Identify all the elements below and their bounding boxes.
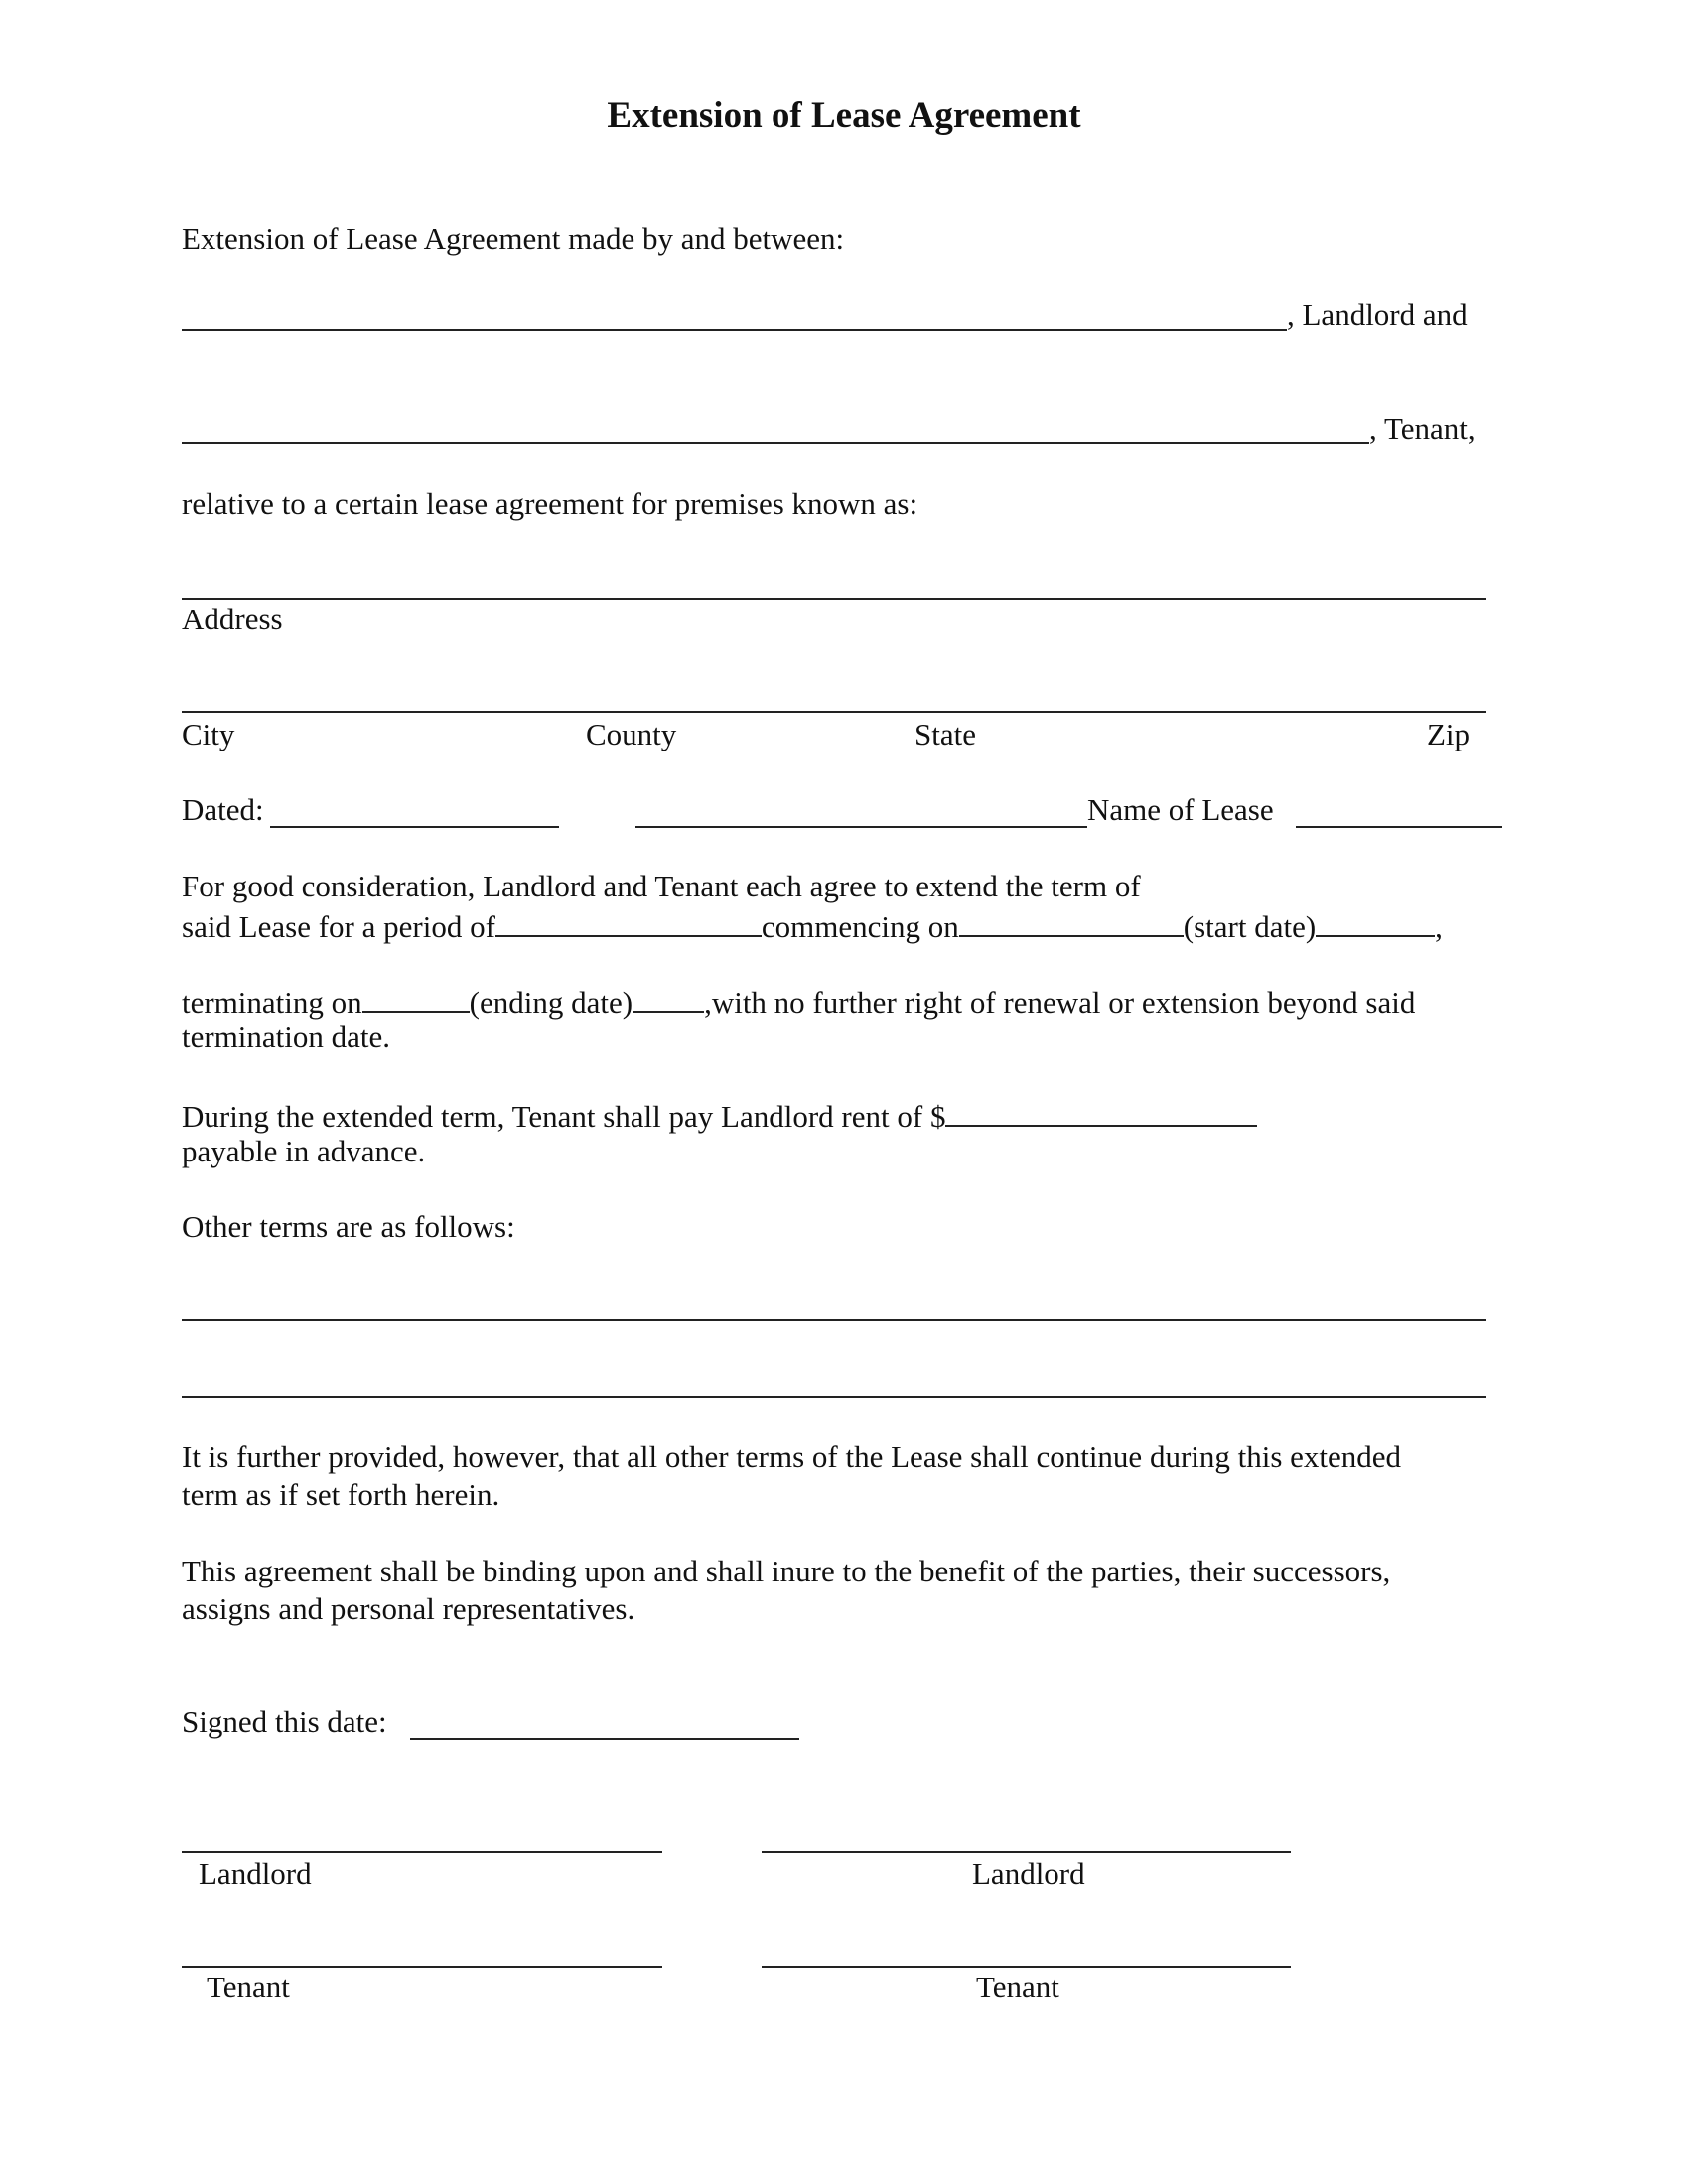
other-terms-line-2[interactable] [182,1396,1486,1398]
landlord-label-left: Landlord [199,1856,312,1891]
tenant-label-left: Tenant [207,1970,290,2004]
lease-name-field[interactable] [635,826,1087,828]
period-field[interactable] [495,905,762,937]
rent-line2: payable in advance. [182,1134,426,1168]
tenant-name-field[interactable] [182,442,1369,444]
consideration-line1: For good consideration, Landlord and Tenant each agree to extend the term of [182,869,1141,903]
city-county-state-zip-field[interactable] [182,711,1486,713]
address-field[interactable] [182,598,1486,600]
start-date-label: (start date) [1183,909,1317,944]
landlord-name-field[interactable] [182,329,1287,331]
period-prefix: said Lease for a period of [182,909,495,944]
further-provided-line1: It is further provided, however, that all other terms of the Lease shall continue during this extended [182,1439,1402,1474]
terminating-line1 [182,981,1415,1022]
terminating-prefix: terminating on [182,985,362,1020]
county-label: County [586,717,677,751]
dated-label: Dated: [182,792,264,827]
consideration-comma: , [1435,909,1443,944]
further-provided-line2: term as if set forth herein. [182,1477,500,1512]
landlord-label-right: Landlord [972,1856,1085,1891]
intro-text: Extension of Lease Agreement made by and between: [182,221,845,256]
landlord-signature-right-line[interactable] [762,1851,1291,1853]
commencing-on-label: commencing on [761,909,959,944]
document-title: Extension of Lease Agreement [607,95,1081,136]
tenant-signature-left-line[interactable] [182,1966,662,1968]
rent-line1 [182,1095,1257,1136]
signed-date-label: Signed this date: [182,1705,387,1739]
terminating-line2: termination date. [182,1020,391,1054]
rent-amount-field[interactable] [945,1095,1257,1127]
terminating-date-field[interactable] [362,981,470,1013]
signed-date-field[interactable] [410,1738,799,1740]
relative-text: relative to a certain lease agreement for premises known as: [182,486,918,521]
start-date-field[interactable] [1316,905,1435,937]
consideration-line2 [182,905,1443,946]
landlord-signature-left-line[interactable] [182,1851,662,1853]
other-terms-line-1[interactable] [182,1319,1486,1321]
terminating-suffix: ,with no further right of renewal or extension beyond said [704,985,1416,1020]
zip-label: Zip [1427,717,1471,751]
rent-text: During the extended term, Tenant shall pay Landlord rent of $ [182,1099,946,1134]
binding-line2: assigns and personal representatives. [182,1591,635,1626]
address-label: Address [182,602,283,636]
tenant-suffix-text: , Tenant, [1369,411,1476,446]
landlord-and-text: , Landlord and [1287,297,1468,332]
tenant-signature-right-line[interactable] [762,1966,1291,1968]
name-of-lease-field[interactable] [1296,826,1502,828]
state-label: State [914,717,976,751]
tenant-label-right: Tenant [976,1970,1059,2004]
city-label: City [182,717,235,751]
commencing-date-field[interactable] [959,905,1184,937]
name-of-lease-label: Name of Lease [1087,792,1274,827]
dated-field[interactable] [270,826,559,828]
other-terms-label: Other terms are as follows: [182,1209,515,1244]
ending-date-field[interactable] [633,981,704,1013]
binding-line1: This agreement shall be binding upon and shall inure to the benefit of the parties, their successors, [182,1554,1391,1588]
ending-date-label: (ending date) [469,985,633,1020]
